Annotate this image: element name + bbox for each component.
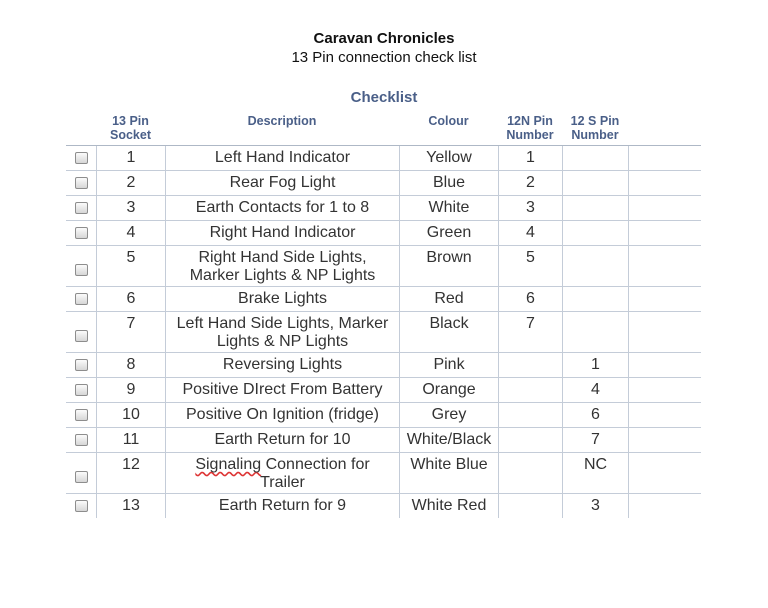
row-checkbox-cell xyxy=(66,353,96,377)
colour-cell: White Red xyxy=(399,494,498,518)
colour-cell: Pink xyxy=(399,353,498,377)
socket-cell: 9 xyxy=(96,378,165,402)
description-cell: Positive DIrect From Battery xyxy=(165,378,399,402)
row-checkbox-cell xyxy=(66,494,96,518)
table-row xyxy=(66,353,701,378)
description-cell: Earth Return for 9 xyxy=(165,494,399,518)
colour-cell: Grey xyxy=(399,403,498,427)
colour-cell: White/Black xyxy=(399,428,498,452)
socket-cell: 2 xyxy=(96,171,165,195)
extra-cell xyxy=(628,221,701,245)
pin-12s-cell: 7 xyxy=(562,428,628,452)
pin-12n-cell xyxy=(498,378,562,402)
socket-cell: 1 xyxy=(96,146,165,170)
pin-12s-cell xyxy=(562,146,628,170)
description-cell: Earth Return for 10 xyxy=(165,428,399,452)
table-row xyxy=(66,378,701,403)
header-checkbox-column xyxy=(66,112,96,145)
pin-12n-cell: 5 xyxy=(498,246,562,286)
table-row xyxy=(66,312,701,353)
pin-12n-cell: 6 xyxy=(498,287,562,311)
pin-12n-cell xyxy=(498,353,562,377)
row-checkbox[interactable] xyxy=(75,227,88,239)
pin-12s-cell xyxy=(562,287,628,311)
row-checkbox-cell xyxy=(66,453,96,493)
description-cell xyxy=(165,453,399,493)
table-row xyxy=(66,171,701,196)
description-cell: Brake Lights xyxy=(165,287,399,311)
extra-cell xyxy=(628,453,701,493)
row-checkbox[interactable] xyxy=(75,152,88,164)
pin-12s-cell: NC xyxy=(562,453,628,493)
socket-cell: 7 xyxy=(96,312,165,352)
extra-cell xyxy=(628,146,701,170)
header-socket: 13 Pin Socket xyxy=(110,114,151,142)
extra-cell xyxy=(628,378,701,402)
colour-cell: Red xyxy=(399,287,498,311)
pin-12s-cell: 6 xyxy=(562,403,628,427)
row-checkbox-cell xyxy=(66,221,96,245)
socket-cell: 8 xyxy=(96,353,165,377)
row-checkbox[interactable] xyxy=(75,177,88,189)
row-checkbox[interactable] xyxy=(75,330,88,342)
misspelled-word: Signaling xyxy=(195,456,262,473)
socket-cell: 10 xyxy=(96,403,165,427)
table-header-row xyxy=(66,112,701,146)
row-checkbox-cell xyxy=(66,428,96,452)
row-checkbox-cell xyxy=(66,312,96,352)
pin-12n-cell: 3 xyxy=(498,196,562,220)
colour-cell: White xyxy=(399,196,498,220)
row-checkbox[interactable] xyxy=(75,500,88,512)
description-cell: Rear Fog Light xyxy=(165,171,399,195)
pin-12s-cell: 4 xyxy=(562,378,628,402)
socket-cell: 5 xyxy=(96,246,165,286)
table-row xyxy=(66,287,701,312)
extra-cell xyxy=(628,196,701,220)
row-checkbox-cell xyxy=(66,146,96,170)
extra-cell xyxy=(628,287,701,311)
pin-12n-cell: 4 xyxy=(498,221,562,245)
extra-cell xyxy=(628,171,701,195)
header-12s-pin: 12 S Pin Number xyxy=(570,114,620,142)
colour-cell: Brown xyxy=(399,246,498,286)
pin-12n-cell xyxy=(498,453,562,493)
document-title: Caravan Chronicles xyxy=(313,30,455,47)
extra-cell xyxy=(628,428,701,452)
row-checkbox-cell xyxy=(66,403,96,427)
colour-cell: Green xyxy=(399,221,498,245)
header-extra-column xyxy=(628,112,701,145)
header-description: Description xyxy=(247,114,317,128)
pin-12n-cell xyxy=(498,494,562,518)
row-checkbox-cell xyxy=(66,287,96,311)
table-row xyxy=(66,196,701,221)
socket-cell: 6 xyxy=(96,287,165,311)
row-checkbox[interactable] xyxy=(75,384,88,396)
colour-cell: White Blue xyxy=(399,453,498,493)
socket-cell: 11 xyxy=(96,428,165,452)
socket-cell: 4 xyxy=(96,221,165,245)
description-cell: Right Hand Side Lights, Marker Lights & NP Lights xyxy=(165,246,399,286)
row-checkbox-cell xyxy=(66,196,96,220)
description-rest: Connection for Trailer xyxy=(260,456,370,491)
pin-12s-cell xyxy=(562,246,628,286)
pin-12s-cell xyxy=(562,221,628,245)
row-checkbox[interactable] xyxy=(75,434,88,446)
table-row xyxy=(66,403,701,428)
row-checkbox-cell xyxy=(66,171,96,195)
description-cell: Left Hand Side Lights, Marker Lights & NP Lights xyxy=(165,312,399,352)
header-12n-pin: 12N Pin Number xyxy=(506,114,554,142)
row-checkbox-cell xyxy=(66,246,96,286)
row-checkbox[interactable] xyxy=(75,471,88,483)
pin-12s-cell xyxy=(562,312,628,352)
description-cell: Reversing Lights xyxy=(165,353,399,377)
row-checkbox[interactable] xyxy=(75,293,88,305)
extra-cell xyxy=(628,353,701,377)
description-cell: Earth Contacts for 1 to 8 xyxy=(165,196,399,220)
extra-cell xyxy=(628,312,701,352)
pin-12n-cell xyxy=(498,403,562,427)
socket-cell: 13 xyxy=(96,494,165,518)
pin-12n-cell: 2 xyxy=(498,171,562,195)
pin-12n-cell: 1 xyxy=(498,146,562,170)
table-row xyxy=(66,494,701,518)
extra-cell xyxy=(628,494,701,518)
table-row xyxy=(66,453,701,494)
pin-12s-cell: 3 xyxy=(562,494,628,518)
table-row xyxy=(66,146,701,171)
socket-cell: 3 xyxy=(96,196,165,220)
pin-12s-cell xyxy=(562,196,628,220)
colour-cell: Yellow xyxy=(399,146,498,170)
extra-cell xyxy=(628,246,701,286)
row-checkbox[interactable] xyxy=(75,264,88,276)
description-cell: Positive On Ignition (fridge) xyxy=(165,403,399,427)
extra-cell xyxy=(628,403,701,427)
pin-12n-cell: 7 xyxy=(498,312,562,352)
pin-12s-cell: 1 xyxy=(562,353,628,377)
colour-cell: Black xyxy=(399,312,498,352)
document-subtitle: 13 Pin connection check list xyxy=(291,49,477,66)
pin-12s-cell xyxy=(562,171,628,195)
row-checkbox[interactable] xyxy=(75,359,88,371)
row-checkbox-cell xyxy=(66,378,96,402)
row-checkbox[interactable] xyxy=(75,409,88,421)
socket-cell: 12 xyxy=(96,453,165,493)
table-row xyxy=(66,221,701,246)
checklist-title: Checklist xyxy=(350,89,418,106)
header-colour: Colour xyxy=(428,114,469,128)
colour-cell: Orange xyxy=(399,378,498,402)
description-cell: Right Hand Indicator xyxy=(165,221,399,245)
row-checkbox[interactable] xyxy=(75,202,88,214)
pin-12n-cell xyxy=(498,428,562,452)
table-row xyxy=(66,428,701,453)
checklist-table xyxy=(66,112,701,518)
colour-cell: Blue xyxy=(399,171,498,195)
table-row xyxy=(66,246,701,287)
description-cell: Left Hand Indicator xyxy=(165,146,399,170)
